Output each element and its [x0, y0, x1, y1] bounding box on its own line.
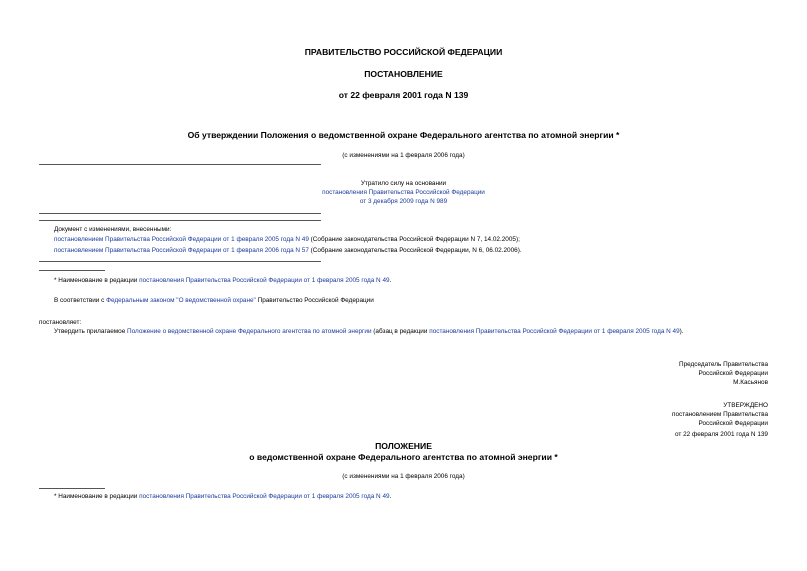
footnote-suffix: .: [389, 277, 392, 284]
approved-date: от 22 февраля 2001 года N 139: [675, 431, 768, 438]
resolution-link[interactable]: постановления Правительства Российской Федерации от 1 февраля 2005 года N 49: [429, 328, 680, 335]
basis-paragraph: [54, 296, 374, 305]
signature-country: Российской Федерации: [698, 370, 768, 377]
change-source: (Собрание законодательства Российской Федерации N 7, 14.02.2005);: [308, 236, 520, 243]
expired-link[interactable]: постановления Правительства Российской Федерации: [322, 189, 485, 196]
date-number: от 22 февраля 2001 года N 139: [338, 90, 469, 100]
resolves-paragraph: [54, 327, 684, 336]
resolves-word: постановляет:: [39, 319, 82, 326]
resolves-suffix: ).: [679, 328, 684, 335]
regulation-link[interactable]: Положение о ведомственной охране Федерального агентства по атомной энергии: [127, 328, 372, 335]
footnote-text: * Наименование в редакции: [54, 277, 140, 284]
signature-name: М.Касьянов: [733, 379, 768, 386]
divider: [39, 220, 321, 221]
change-source: (Собрание законодательства Российской Федерации, N 6, 06.02.2006).: [308, 247, 522, 254]
document-title: Об утверждении Положения о ведомственной охране Федерального агентства по атомной энергии *: [187, 130, 620, 140]
amendment-note: (с изменениями на 1 февраля 2006 года): [342, 152, 465, 159]
change-link[interactable]: постановлением Правительства Российской Федерации от 1 февраля 2006 года N 57: [54, 247, 309, 254]
footnote-link[interactable]: постановления Правительства Российской Федерации от 1 февраля 2005 года N 49: [139, 493, 390, 500]
federal-law-link[interactable]: Федеральным законом "О ведомственной охране": [106, 297, 256, 304]
change-link[interactable]: постановлением Правительства Российской Федерации от 1 февраля 2005 года N 49: [54, 236, 309, 243]
basis-suffix: Правительство Российской Федерации: [255, 297, 374, 304]
footnote-divider: [39, 270, 105, 271]
footnote-link[interactable]: постановления Правительства Российской Федерации от 1 февраля 2005 года N 49: [139, 277, 390, 284]
expired-link-date[interactable]: от 3 декабря 2009 года N 989: [359, 198, 448, 205]
government-heading: ПРАВИТЕЛЬСТВО РОССИЙСКОЙ ФЕДЕРАЦИИ: [304, 47, 503, 57]
approved-country: Российской Федерации: [698, 420, 768, 427]
divider: [39, 261, 321, 262]
footnote: [54, 492, 391, 501]
divider: [39, 164, 321, 165]
approved-by: постановлением Правительства: [672, 411, 768, 418]
changes-intro: Документ с изменениями, внесенными:: [54, 226, 172, 233]
signature-position: Председатель Правительства: [679, 361, 768, 368]
divider: [39, 213, 321, 214]
regulation-subtitle: о ведомственной охране Федерального агентства по атомной энергии *: [249, 452, 558, 462]
expired-line1: Утратило силу на основании: [360, 180, 447, 187]
footnote-divider: [39, 488, 105, 489]
change-item: [54, 235, 520, 244]
regulation-amendment: (с изменениями на 1 февраля 2006 года): [342, 473, 465, 480]
footnote-suffix: .: [389, 493, 392, 500]
footnote: [54, 276, 391, 285]
resolves-middle: (абзац в редакции: [371, 328, 430, 335]
document-type: ПОСТАНОВЛЕНИЕ: [364, 69, 443, 79]
resolves-text: Утвердить прилагаемое: [54, 328, 128, 335]
regulation-title: ПОЛОЖЕНИЕ: [375, 441, 432, 451]
basis-text: В соответствии с: [54, 297, 107, 304]
footnote-text: * Наименование в редакции: [54, 493, 140, 500]
approved-heading: УТВЕРЖДЕНО: [723, 402, 768, 409]
change-item: [54, 246, 522, 255]
